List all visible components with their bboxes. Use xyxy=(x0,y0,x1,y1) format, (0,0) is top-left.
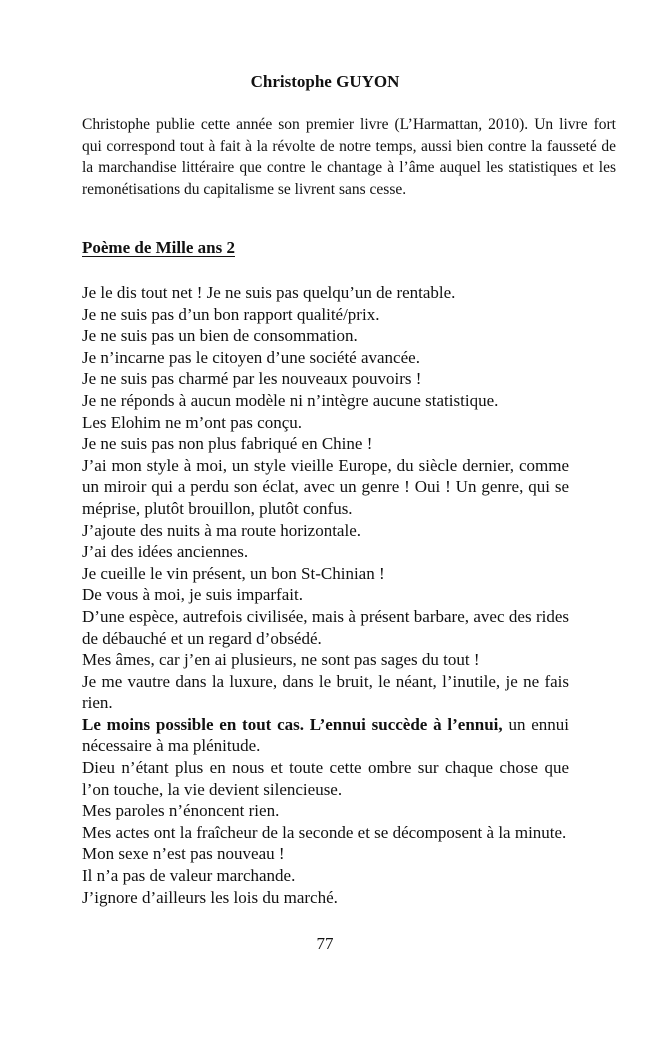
author-bio: Christophe publie cette année son premier livre (L’Harmattan, 2010). Un livre fort qui correspond tout à fait à la révolte de notre temps, aussi bien contre la fausseté de la marchandise littéraire que contre le chantage à l’âme auquel les statistiques et les remonétisations du capitalisme se livrent sans cesse. xyxy=(82,116,616,198)
poem-line: Je cueille le vin présent, un bon St-Chinian ! xyxy=(82,563,385,583)
poem-line: Je n’incarne pas le citoyen d’une société avancée. xyxy=(82,347,420,367)
poem-line: Je ne réponds à aucun modèle ni n’intègre aucune statistique. xyxy=(82,390,499,410)
poem-line: J’ajoute des nuits à ma route horizontale. xyxy=(82,520,361,540)
poem-line: De vous à moi, je suis imparfait. xyxy=(82,585,303,605)
poem-line: Mes actes ont la fraîcheur de la seconde et se décomposent à la minute. xyxy=(82,822,567,842)
poem-line: Mes âmes, car j’en ai plusieurs, ne sont pas sages du tout ! xyxy=(82,650,480,670)
poem-line: Je ne suis pas charmé par les nouveaux pouvoirs ! xyxy=(82,369,422,389)
poem-line: D’une espèce, autrefois civilisée, mais à présent barbare, avec des rides de débauché et un regard d’obsédé. xyxy=(82,606,569,648)
poem-line: Je me vautre dans la luxure, dans le bruit, le néant, l’inutile, je ne fais rien. xyxy=(82,671,569,713)
poem-line: Je ne suis pas un bien de consommation. xyxy=(82,326,358,346)
poem-bold-phrase: Le moins possible en tout cas. L’ennui succède à l’ennui, xyxy=(82,714,503,734)
poem-line: J’ai mon style à moi, un style vieille Europe, du siècle dernier, comme un miroir qui a perdu son éclat, avec un genre ! Oui ! Un genre, qui se méprise, plutôt brouillon, plutôt confus. xyxy=(82,455,569,518)
page-number: 77 xyxy=(316,934,334,953)
poem-line: Mes paroles n’énoncent rien. xyxy=(82,801,280,821)
poem-line-emphasis xyxy=(82,714,569,757)
poem-line: J’ai des idées anciennes. xyxy=(82,542,249,562)
poem-line: Je le dis tout net ! Je ne suis pas quelqu’un de rentable. xyxy=(82,283,456,302)
poem-line: Je ne suis pas non plus fabriqué en Chine ! xyxy=(82,434,373,454)
poem-line: Il n’a pas de valeur marchande. xyxy=(82,866,296,886)
poem-line: Dieu n’étant plus en nous et toute cette ombre sur chaque chose que l’on touche, la vie devient silencieuse. xyxy=(82,758,569,799)
poem-line: J’ignore d’ailleurs les lois du marché. xyxy=(82,887,338,907)
poem-line: Je ne suis pas d’un bon rapport qualité/prix. xyxy=(82,304,380,324)
poem-line: Mon sexe n’est pas nouveau ! xyxy=(82,844,285,864)
poem-body xyxy=(82,282,569,908)
poem-title: Poème de Mille ans 2 xyxy=(82,238,235,257)
poem-line: Les Elohim ne m’ont pas conçu. xyxy=(82,412,303,432)
poem-bold-line-rest: un ennui nécessaire à ma plénitude. xyxy=(82,714,569,756)
author-heading: Christophe GUYON xyxy=(250,72,400,91)
